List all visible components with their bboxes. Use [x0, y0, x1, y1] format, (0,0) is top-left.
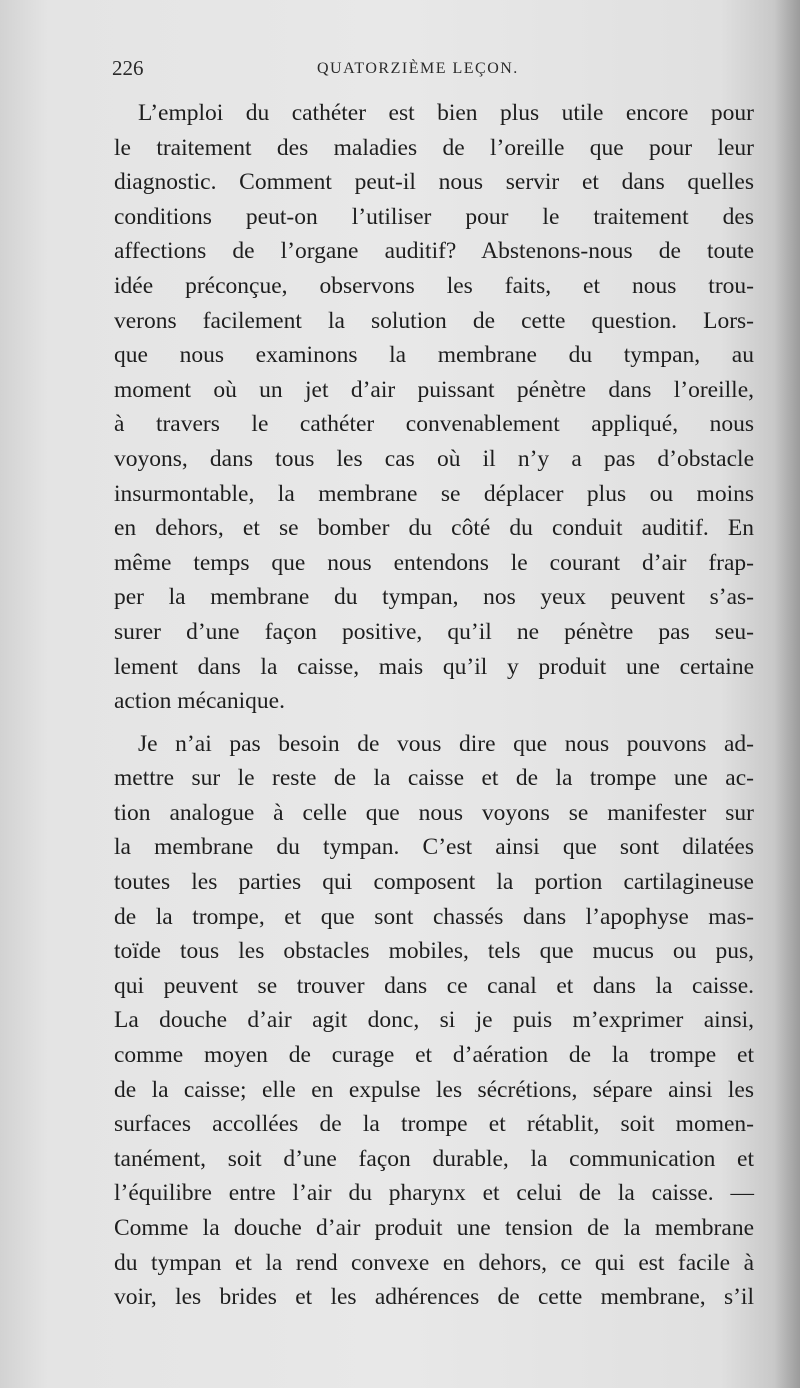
paragraph-1: [114, 96, 754, 719]
paragraph-2: [114, 727, 754, 1315]
text-line: conditions peut-on l’utiliser pour le traitement des: [114, 203, 754, 230]
text-line: verons facilement la solution de cette question. Lors-: [114, 307, 754, 334]
text-line: en dehors, et se bomber du côté du conduit auditif. En: [114, 515, 754, 542]
text-line: la membrane du tympan. C’est ainsi que sont dilatées: [114, 834, 754, 861]
text-line: Comme la douche d’air produit une tension de la membrane: [114, 1215, 754, 1241]
body-text: [114, 96, 754, 1315]
text-line: tion analogue à celle que nous voyons se manifester sur: [114, 799, 754, 826]
page-header: [112, 56, 752, 86]
text-line: comme moyen de curage et d’aération de la trompe et: [114, 1042, 754, 1069]
page-number: 226: [112, 56, 144, 80]
text-line: idée préconçue, observons les faits, et nous trou-: [114, 272, 754, 299]
text-line: diagnostic. Comment peut-il nous servir et dans quelles: [114, 169, 754, 196]
text-line: La douche d’air agit donc, si je puis m’exprimer ainsi,: [114, 1007, 754, 1034]
text-line: Je n’ai pas besoin de vous dire que nous pouvons ad-: [138, 730, 754, 757]
text-line: qui peuvent se trouver dans ce canal et dans la caisse.: [114, 972, 754, 999]
text-line: action mécanique.: [114, 688, 285, 715]
text-line: voyons, dans tous les cas où il n’y a pas d’obstacle: [114, 445, 754, 472]
text-line: affections de l’organe auditif? Abstenons-nous de toute: [114, 238, 754, 265]
text-line: de la caisse; elle en expulse les sécrétions, sépare ainsi les: [114, 1076, 754, 1103]
text-line: moment où un jet d’air puissant pénètre dans l’oreille,: [114, 376, 754, 403]
text-line: de la trompe, et que sont chassés dans l’apophyse mas-: [114, 903, 754, 930]
text-line: le traitement des maladies de l’oreille que pour leur: [114, 134, 754, 161]
text-line: voir, les brides et les adhérences de cette membrane, s’il: [114, 1284, 754, 1311]
text-line: l’équilibre entre l’air du pharynx et celui de la caisse. —: [114, 1180, 754, 1207]
paragraph-gap: [114, 719, 754, 727]
text-line: toïde tous les obstacles mobiles, tels que mucus ou pus,: [114, 938, 754, 965]
page-edge-shadow: [774, 0, 800, 1388]
text-line: toutes les parties qui composent la portion cartilagineuse: [114, 869, 754, 896]
text-line: tanément, soit d’une façon durable, la communication et: [114, 1145, 754, 1172]
running-title: QUATORZIÈME LEÇON.: [317, 60, 519, 77]
text-line: surer d’une façon positive, qu’il ne pénètre pas seu-: [114, 618, 754, 645]
text-line: L’emploi du cathéter est bien plus utile encore pour: [138, 100, 754, 126]
text-line: à travers le cathéter convenablement appliqué, nous: [114, 411, 754, 438]
text-line: même temps que nous entendons le courant d’air frap-: [114, 549, 754, 576]
text-line: per la membrane du tympan, nos yeux peuvent s’as-: [114, 584, 754, 611]
text-line: que nous examinons la membrane du tympan, au: [114, 342, 754, 369]
text-line: mettre sur le reste de la caisse et de la trompe une ac-: [114, 765, 754, 792]
text-line: surfaces accollées de la trompe et rétablit, soit momen-: [114, 1111, 754, 1138]
text-line: lement dans la caisse, mais qu’il y produit une certaine: [114, 653, 754, 680]
text-line: du tympan et la rend convexe en dehors, ce qui est facile à: [114, 1249, 754, 1276]
text-line: insurmontable, la membrane se déplacer plus ou moins: [114, 480, 754, 507]
